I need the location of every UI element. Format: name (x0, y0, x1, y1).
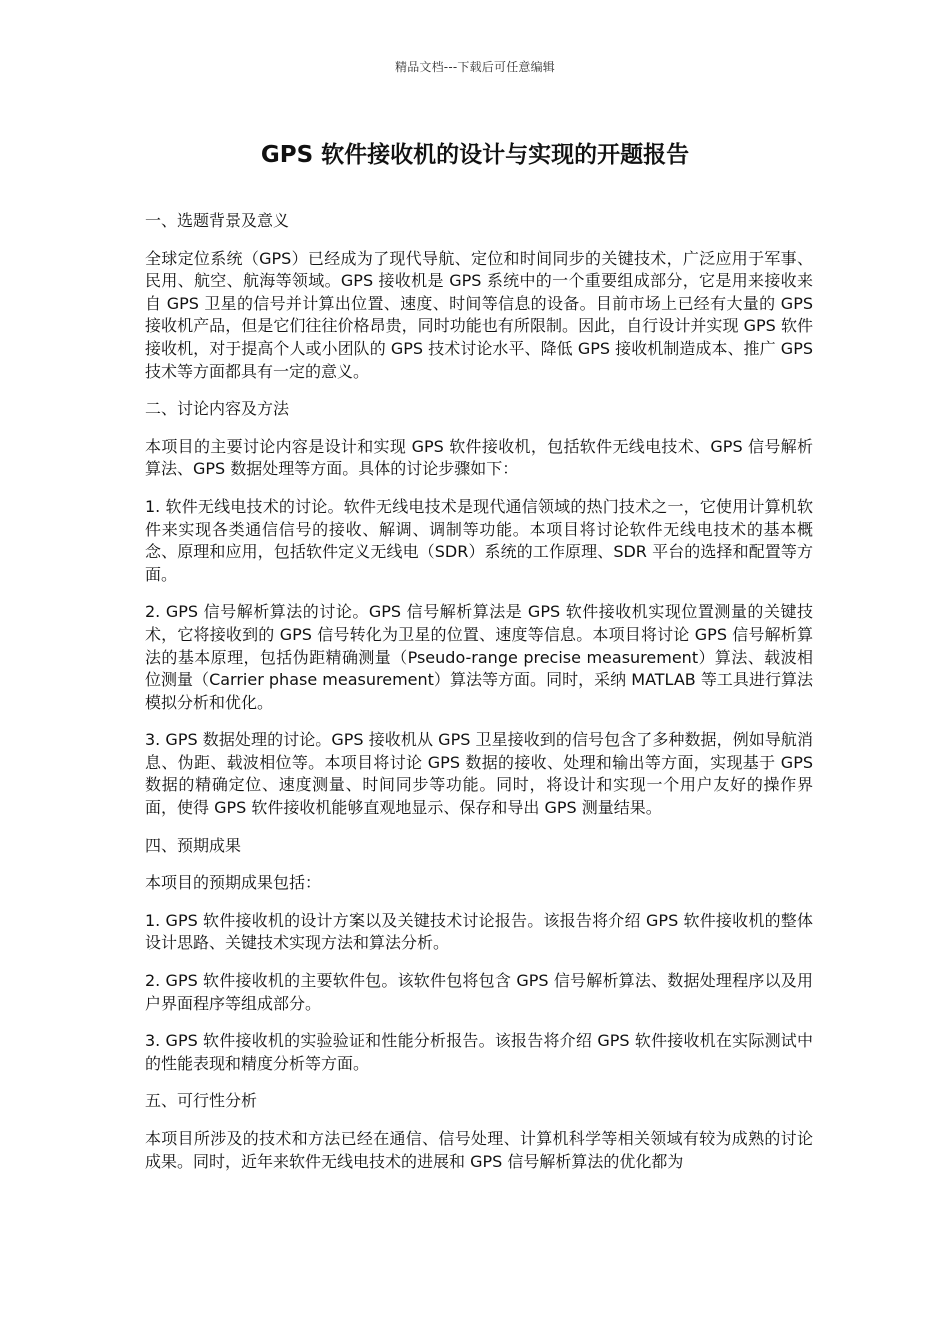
list-item-software-package: 2. GPS 软件接收机的主要软件包。该软件包将包含 GPS 信号解析算法、数据处理程序以及用户界面程序等组成部分。 (145, 971, 813, 1013)
list-item-validation-report: 3. GPS 软件接收机的实验验证和性能分析报告。该报告将介绍 GPS 软件接收机在实际测试中的性能表现和精度分析等方面。 (145, 1031, 813, 1073)
list-item-design-report: 1. GPS 软件接收机的设计方案以及关键技术讨论报告。该报告将介绍 GPS 软件接收机的整体设计思路、关键技术实现方法和算法分析。 (145, 910, 813, 953)
paragraph-expected-intro: 本项目的预期成果包括： (145, 873, 322, 893)
document-title: GPS 软件接收机的设计与实现的开题报告 (260, 142, 690, 168)
document-body (145, 210, 813, 1188)
header-note: 精品文档---下载后可任意编辑 (395, 60, 555, 74)
paragraph-background: 全球定位系统（GPS）已经成为了现代导航、定位和时间同步的关键技术，广泛应用于军事、民用、航空、航海等领域。GPS 接收机是 GPS 系统中的一个重要组成部分，它是用来接收来自 GPS 卫星的信号并计算出位置、速度、时间等信息的设备。目前市场上已经有大量的 GPS 接收机产品，但是它们往往价格昂贵，同时功能也有所限制。因此，自行设计并实现 GPS 软件接收机，对于提高个人或小团队的 GPS 技术讨论水平、降低 GPS 接收机制造成本、推广 GPS 技术等方面都具有一定的意义。 (145, 248, 813, 381)
section-heading-content-method: 二、讨论内容及方法 (145, 399, 290, 419)
section-heading-expected-results: 四、预期成果 (145, 835, 242, 855)
section-heading-background: 一、选题背景及意义 (145, 211, 290, 230)
paragraph-content-intro: 本项目的主要讨论内容是设计和实现 GPS 软件接收机，包括软件无线电技术、GPS 信号解析算法、GPS 数据处理等方面。具体的讨论步骤如下： (145, 436, 813, 479)
list-item-sdr: 1. 软件无线电技术的讨论。软件无线电技术是现代通信领域的热门技术之一，它使用计算机软件来实现各类通信信号的接收、解调、调制等功能。本项目将讨论软件无线电技术的基本概念、原理和应用，包括软件定义无线电（SDR）系统的工作原理、SDR 平台的选择和配置等方面。 (145, 496, 813, 584)
section-heading-feasibility: 五、可行性分析 (145, 1091, 258, 1111)
list-item-signal-algorithm: 2. GPS 信号解析算法的讨论。GPS 信号解析算法是 GPS 软件接收机实现位置测量的关键技术，它将接收到的 GPS 信号转化为卫星的位置、速度等信息。本项目将讨论 GPS 信号解析算法的基本原理，包括伪距精确测量（Pseudo-range precise measurement）算法、载波相位测量（Carrier phase measurement）算法等方面。同时，采纳 MATLAB 等工具进行算法模拟分析和优化。 (145, 602, 813, 712)
list-item-data-processing: 3. GPS 数据处理的讨论。GPS 接收机从 GPS 卫星接收到的信号包含了多种数据，例如导航消息、伪距、载波相位等。本项目将讨论 GPS 数据的接收、处理和输出等方面，实现基于 GPS 数据的精确定位、速度测量、时间同步等功能。同时，将设计和实现一个用户友好的操作界面，使得 GPS 软件接收机能够直观地显示、保存和导出 GPS 测量结果。 (145, 730, 813, 818)
paragraph-feasibility: 本项目所涉及的技术和方法已经在通信、信号处理、计算机科学等相关领域有较为成熟的讨论成果。同时，近年来软件无线电技术的进展和 GPS 信号解析算法的优化都为 (145, 1129, 813, 1171)
